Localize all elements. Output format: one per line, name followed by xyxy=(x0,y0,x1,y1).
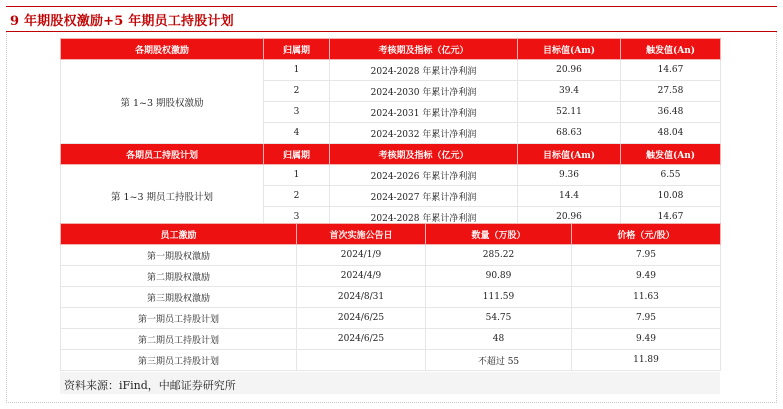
equity-header-row xyxy=(61,39,721,60)
quantity-cell: 285.22 xyxy=(426,245,572,266)
trigger-cell: 14.67 xyxy=(621,60,721,81)
date-cell: 2024/6/25 xyxy=(297,308,426,329)
table-row xyxy=(61,287,721,308)
target-cell: 52.11 xyxy=(518,102,621,123)
quantity-cell: 90.89 xyxy=(426,266,572,287)
quantity-cell: 不超过 55 xyxy=(426,350,572,371)
table-row xyxy=(61,329,721,350)
name-cell: 第一期员工持股计划 xyxy=(61,308,297,329)
trigger-cell: 27.58 xyxy=(621,81,721,102)
targets-table xyxy=(60,38,721,228)
quantity-cell: 48 xyxy=(426,329,572,350)
quantity-cell: 111.59 xyxy=(426,287,572,308)
col-header: 首次实施公告日 xyxy=(297,224,426,245)
name-cell: 第一期股权激励 xyxy=(61,245,297,266)
trigger-cell: 36.48 xyxy=(621,102,721,123)
col-header: 员工激励 xyxy=(61,224,297,245)
trigger-cell: 48.04 xyxy=(621,123,721,144)
trigger-cell: 14.67 xyxy=(621,207,721,228)
indicator-cell: 2024-2026 年累计净利润 xyxy=(330,165,518,186)
target-cell: 9.36 xyxy=(518,165,621,186)
col-header: 价格（元/股） xyxy=(572,224,721,245)
period-cell: 3 xyxy=(264,102,330,123)
indicator-cell: 2024-2031 年累计净利润 xyxy=(330,102,518,123)
price-cell: 11.63 xyxy=(572,287,721,308)
table-row xyxy=(61,308,721,329)
indicator-cell: 2024-2032 年累计净利润 xyxy=(330,123,518,144)
equity-plan-label: 第 1~3 期股权激励 xyxy=(61,60,264,144)
target-cell: 20.96 xyxy=(518,60,621,81)
date-cell: 2024/8/31 xyxy=(297,287,426,308)
indicator-cell: 2024-2028 年累计净利润 xyxy=(330,207,518,228)
table-row xyxy=(61,350,721,371)
period-cell: 1 xyxy=(264,165,330,186)
incentive-header-row xyxy=(61,224,721,245)
target-cell: 14.4 xyxy=(518,186,621,207)
price-cell: 11.89 xyxy=(572,350,721,371)
name-cell: 第三期员工持股计划 xyxy=(61,350,297,371)
indicator-cell: 2024-2027 年累计净利润 xyxy=(330,186,518,207)
price-cell: 7.95 xyxy=(572,308,721,329)
price-cell: 7.95 xyxy=(572,245,721,266)
col-header: 归属期 xyxy=(264,144,330,165)
indicator-cell: 2024-2030 年累计净利润 xyxy=(330,81,518,102)
name-cell: 第二期股权激励 xyxy=(61,266,297,287)
trigger-cell: 6.55 xyxy=(621,165,721,186)
table-row xyxy=(61,165,721,186)
col-header: 目标值(Am) xyxy=(518,39,621,60)
date-cell: 2024/1/9 xyxy=(297,245,426,266)
date-cell xyxy=(297,350,426,371)
title-bar xyxy=(6,6,777,32)
price-cell: 9.49 xyxy=(572,329,721,350)
col-header: 触发值(An) xyxy=(621,39,721,60)
period-cell: 1 xyxy=(264,60,330,81)
figure-title: 9 年期股权激励+5 年期员工持股计划 xyxy=(10,14,234,29)
target-cell: 20.96 xyxy=(518,207,621,228)
quantity-cell: 54.75 xyxy=(426,308,572,329)
col-header: 归属期 xyxy=(264,39,330,60)
period-cell: 3 xyxy=(264,207,330,228)
col-header: 各期股权激励 xyxy=(61,39,264,60)
target-cell: 39.4 xyxy=(518,81,621,102)
esop-header-row xyxy=(61,144,721,165)
period-cell: 2 xyxy=(264,186,330,207)
target-cell: 68.63 xyxy=(518,123,621,144)
trigger-cell: 10.08 xyxy=(621,186,721,207)
name-cell: 第二期员工持股计划 xyxy=(61,329,297,350)
table-row xyxy=(61,266,721,287)
period-cell: 4 xyxy=(264,123,330,144)
table-row xyxy=(61,245,721,266)
table-row xyxy=(61,60,721,81)
col-header: 各期员工持股计划 xyxy=(61,144,264,165)
col-header: 目标值(Am) xyxy=(518,144,621,165)
source-note: 资料来源：iFind，中邮证券研究所 xyxy=(64,379,236,392)
name-cell: 第三期股权激励 xyxy=(61,287,297,308)
period-cell: 2 xyxy=(264,81,330,102)
incentive-table xyxy=(60,223,721,371)
indicator-cell: 2024-2028 年累计净利润 xyxy=(330,60,518,81)
date-cell: 2024/6/25 xyxy=(297,329,426,350)
col-header: 触发值(An) xyxy=(621,144,721,165)
price-cell: 9.49 xyxy=(572,266,721,287)
esop-plan-label: 第 1~3 期员工持股计划 xyxy=(61,165,264,228)
date-cell: 2024/4/9 xyxy=(297,266,426,287)
col-header: 考核期及指标（亿元） xyxy=(330,144,518,165)
col-header: 数量（万股） xyxy=(426,224,572,245)
col-header: 考核期及指标（亿元） xyxy=(330,39,518,60)
